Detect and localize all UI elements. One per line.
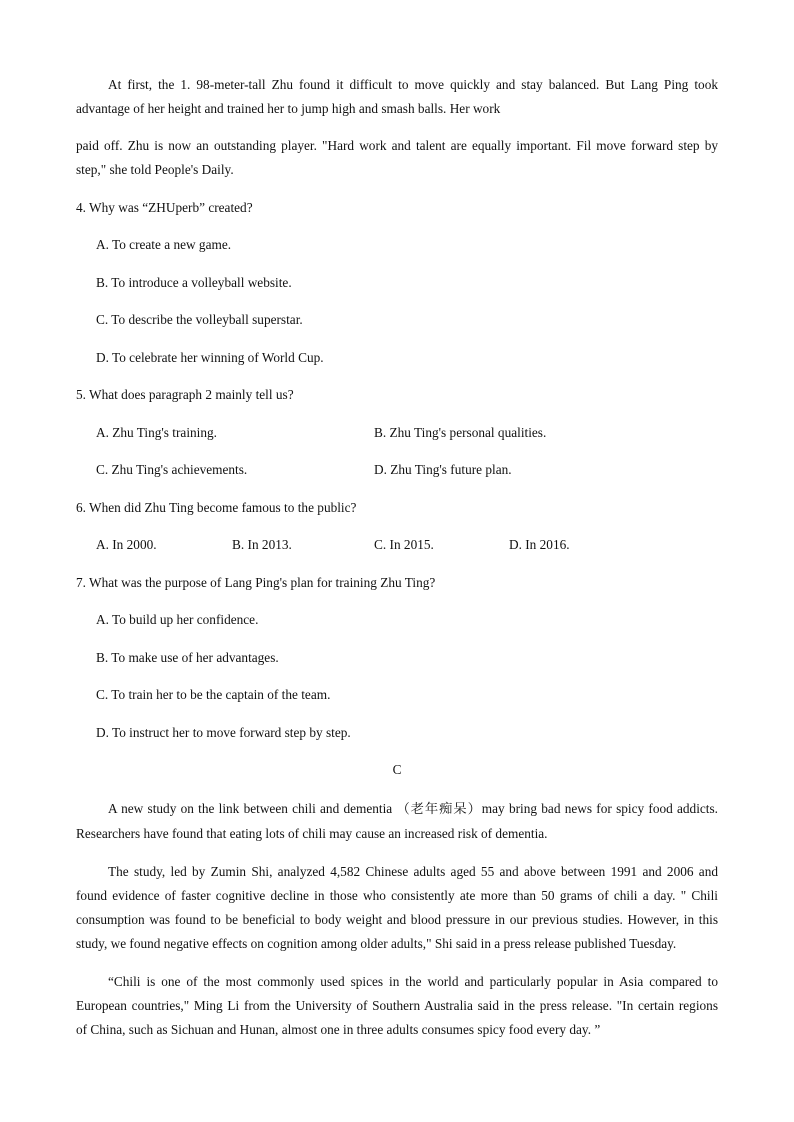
- question-7-option-b: B. To make use of her advantages.: [96, 650, 279, 665]
- question-4-option-d: D. To celebrate her winning of World Cup.: [96, 350, 324, 365]
- question-5-option-d: D. Zhu Ting's future plan.: [374, 462, 512, 477]
- question-5-stem: 5. What does paragraph 2 mainly tell us?: [76, 387, 294, 402]
- passage-b-p1-line1: At first, the 1. 98-meter-tall Zhu found it difficult to move quickly and stay balanced. But Lang Ping took: [108, 77, 718, 92]
- question-4-option-a: A. To create a new game.: [96, 237, 232, 252]
- question-7-option-a: A. To build up her confidence.: [96, 612, 259, 627]
- question-6-option-d: D. In 2016.: [509, 537, 570, 552]
- question-7-option-c: C. To train her to be the captain of the team.: [96, 687, 331, 702]
- question-5-option-b: B. Zhu Ting's personal qualities.: [374, 425, 547, 440]
- question-5-option-a: A. Zhu Ting's training.: [96, 425, 217, 440]
- question-6-stem: 6. When did Zhu Ting become famous to the public?: [76, 500, 357, 515]
- question-4-stem: 4. Why was “ZHUperb” created?: [76, 200, 253, 215]
- section-c-p3-line2: European countries," Ming Li from the University of Southern Australia said in the press release. "In certain regions: [76, 998, 718, 1013]
- question-6-option-c: C. In 2015.: [374, 537, 434, 552]
- question-4-option-c: C. To describe the volleyball superstar.: [96, 312, 303, 327]
- section-c-p1-line1: A new study on the link between chili and dementia （老年痴呆）may bring bad news for spicy food addicts.: [108, 801, 718, 816]
- section-c-p3-line1: “Chili is one of the most commonly used spices in the world and particularly popular in Asia compared to: [108, 974, 718, 989]
- section-c-p2-line2: found evidence of faster cognitive decline in those who consistently ate more than 50 grams of chili a day. " Chili: [76, 888, 718, 903]
- question-5-option-c: C. Zhu Ting's achievements.: [96, 462, 248, 477]
- question-7-stem: 7. What was the purpose of Lang Ping's plan for training Zhu Ting?: [76, 575, 436, 590]
- section-c-p2-line1: The study, led by Zumin Shi, analyzed 4,582 Chinese adults aged 55 and above between 1991 and 2006 and: [108, 864, 718, 879]
- passage-b-p2-line1: paid off. Zhu is now an outstanding player. "Hard work and talent are equally important. Fil move forward step by: [76, 138, 718, 153]
- section-c-heading: C: [392, 762, 402, 777]
- section-c-p2-line3: consumption was found to be beneficial to body weight and blood pressure in our previous studies. However, in this: [76, 912, 718, 927]
- section-c-p1-line2: Researchers have found that eating lots of chili may cause an increased risk of dementia.: [76, 826, 548, 841]
- passage-b-p1-line2: advantage of her height and trained her to jump high and smash balls. Her work: [76, 101, 501, 116]
- question-6-option-a: A. In 2000.: [96, 537, 157, 552]
- passage-b-p2-line2: step," she told People's Daily.: [76, 162, 234, 177]
- question-4-option-b: B. To introduce a volleyball website.: [96, 275, 292, 290]
- section-c-p2-line4: study, we found negative effects on cognition among older adults," Shi said in a press release published Tuesday.: [76, 936, 677, 951]
- question-6-option-b: B. In 2013.: [232, 537, 292, 552]
- question-7-option-d: D. To instruct her to move forward step by step.: [96, 725, 351, 740]
- section-c-p3-line3: of China, such as Sichuan and Hunan, almost one in three adults consumes spicy food every day. ”: [76, 1022, 601, 1037]
